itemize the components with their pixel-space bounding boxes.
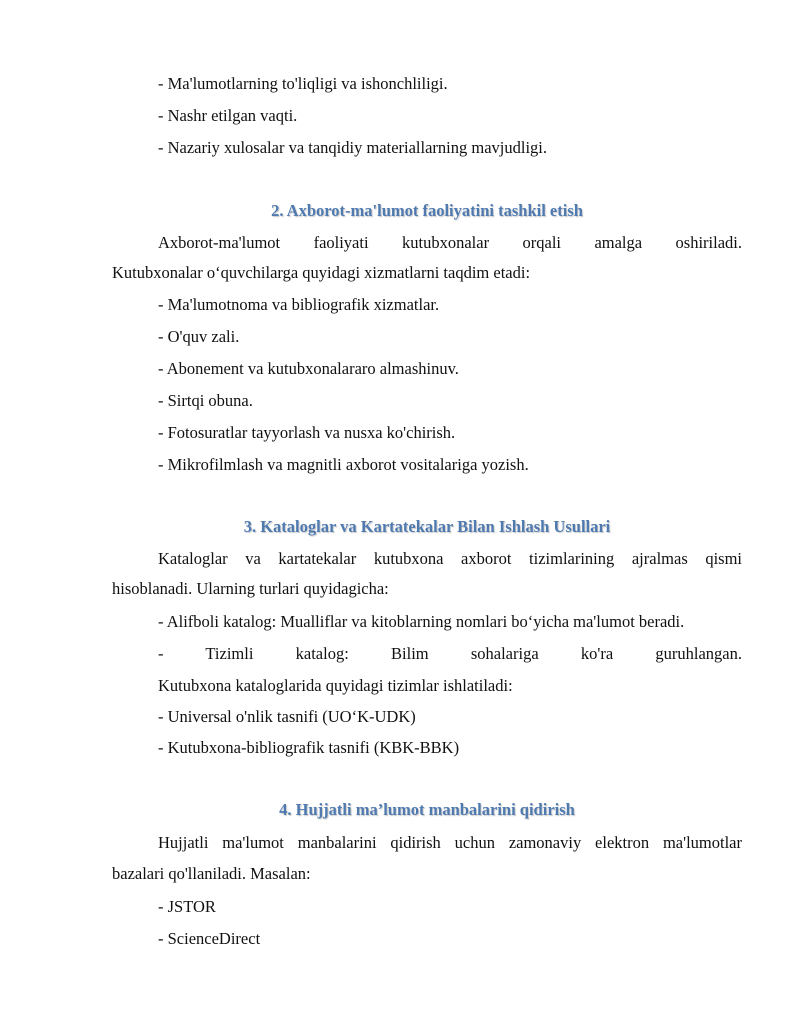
list-item: - Nashr etilgan vaqti. — [158, 106, 298, 125]
list-item: - Tizimli katalog: Bilim sohalariga ko'ra guruhlangan. — [158, 644, 742, 663]
list-item: - Ma'lumotlarning to'liqligi va ishonchliligi. — [158, 74, 448, 93]
paragraph-line: bazalari qo'llaniladi. Masalan: — [112, 864, 311, 883]
paragraph-line: Hujjatli ma'lumot manbalarini qidirish uchun zamonaviy elektron ma'lumotlar — [158, 833, 742, 852]
list-item: - O'quv zali. — [158, 327, 240, 346]
list-item: - JSTOR — [158, 897, 216, 916]
paragraph-line: Axborot-ma'lumot faoliyati kutubxonalar orqali amalga oshiriladi. — [158, 233, 742, 252]
list-item: - ScienceDirect — [158, 929, 261, 948]
list-item: - Alifboli katalog: Mualliflar va kitoblarning nomlari bo‘yicha ma'lumot beradi. — [158, 612, 685, 631]
list-item: - Kutubxona-bibliografik tasnifi (KBK-BBK) — [158, 738, 460, 757]
paragraph-line: Kutubxonalar o‘quvchilarga quyidagi xizmatlarni taqdim etadi: — [112, 263, 531, 282]
section-heading: 3. Kataloglar va Kartatekalar Bilan Ishlash Usullari — [243, 517, 611, 536]
paragraph-line: hisoblanadi. Ularning turlari quyidagicha: — [112, 579, 389, 598]
section-heading: 4. Hujjatli ma’lumot manbalarini qidirish — [279, 800, 575, 819]
list-item: - Nazariy xulosalar va tanqidiy materiallarning mavjudligi. — [158, 138, 547, 157]
list-item: - Universal o'nlik tasnifi (UO‘K-UDK) — [158, 707, 416, 726]
section-heading: 2. Axborot-ma'lumot faoliyatini tashkil etish — [271, 201, 583, 220]
list-item: - Ma'lumotnoma va bibliografik xizmatlar. — [158, 295, 440, 314]
list-item: - Abonement va kutubxonalararo almashinuv. — [158, 359, 459, 378]
list-item: - Sirtqi obuna. — [158, 391, 253, 410]
list-item: - Mikrofilmlash va magnitli axborot vositalariga yozish. — [158, 455, 529, 474]
paragraph-line: Kutubxona kataloglarida quyidagi tizimlar ishlatiladi: — [158, 676, 513, 695]
list-item: - Fotosuratlar tayyorlash va nusxa ko'chirish. — [158, 423, 456, 442]
paragraph-line: Kataloglar va kartatekalar kutubxona axborot tizimlarining ajralmas qismi — [158, 549, 742, 568]
